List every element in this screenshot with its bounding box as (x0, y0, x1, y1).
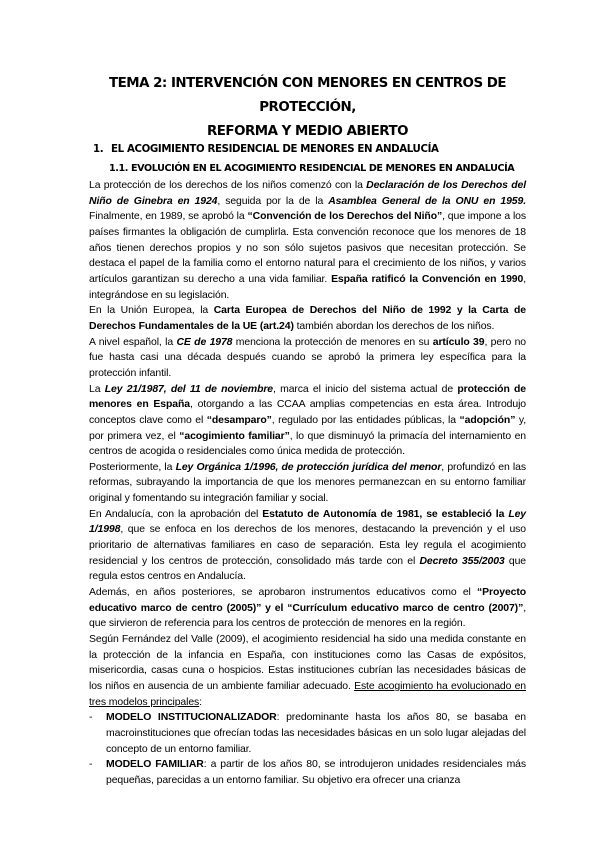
list-item (89, 757, 526, 788)
text-run: , seguida por la de la (217, 195, 329, 207)
text-run: “Proyecto educativo marco de centro (2005)” y el “Currículum educativo marco de centro (2007)” (89, 587, 526, 614)
document-page (89, 72, 527, 786)
text-run: “desamparo” (206, 414, 272, 426)
text-run: “adopción” (459, 414, 516, 426)
text-run: Ley 1/1998 (89, 508, 526, 536)
text-run: “Convención de los Derechos del Niño” (247, 211, 443, 223)
text-run: Además, en años posteriores, se aprobaron instrumentos educativos como el (89, 587, 478, 599)
text-run: Asamblea General de la ONU en 1959. (328, 195, 526, 207)
document-body (89, 178, 526, 789)
subsection-heading-1-1: 1.1. EVOLUCIÓN EN EL ACOGIMIENTO RESIDENCIAL DE MENORES EN ANDALUCÍA (109, 163, 515, 174)
text-run: : (199, 696, 202, 708)
text-run: , pero no fue hasta casi una década después cuando se aprobó la primera ley específica para la protección infantil. (89, 336, 526, 379)
text-run: Estatuto de Autonomía de 1981, se estableció la (262, 508, 509, 520)
text-run: , marca el inicio del sistema actual de (273, 383, 458, 395)
text-run: Carta Europea de Derechos del Niño de 1992 y la Carta de Derechos Fundamentales de la UE (art.24) (89, 305, 526, 332)
model-description: : predominante hasta los años 80, se basaba en macroinstituciones que ofrecían todas las necesidades básicas en un solo lugar alejadas del concepto de un entorno familiar. (106, 712, 526, 755)
paragraph (89, 178, 526, 303)
text-run: Finalmente, en 1989, se aprobó la (89, 211, 248, 223)
text-run: también abordan los derechos de los niños. (293, 320, 495, 332)
text-run: Ley 21/1987, del 11 de noviembre (104, 383, 274, 395)
text-run: España ratificó la Convención en 1990 (331, 273, 524, 285)
model-name: MODELO FAMILIAR (106, 759, 204, 771)
paragraph (89, 303, 526, 334)
text-run: , otorgando a las CCAA amplias competencias en esta área. Introdujo conceptos clave como el (89, 399, 526, 426)
text-run: La (89, 383, 105, 395)
model-description: : a partir de los años 80, se introdujeron unidades residenciales más pequeñas, parecidas a un entorno familiar. Su objetivo era ofrecer una crianza (106, 759, 526, 786)
text-run: Este acogimiento ha evolucionado en tres modelos principales (89, 681, 527, 708)
document-title (89, 72, 526, 144)
section-heading-text: EL ACOGIMIENTO RESIDENCIAL DE MENORES EN ANDALUCÍA (111, 144, 439, 155)
dash-bullet: - (89, 712, 93, 724)
text-run: Decreto 355/2003 (419, 555, 505, 567)
text-run: protección de menores en España (89, 383, 527, 411)
text-run: Declaración de los Derechos del Niño de Ginebra en 1924 (89, 180, 526, 207)
text-run: “acogimiento familiar” (179, 430, 290, 442)
text-run: Ley Orgánica 1/1996, de protección jurídica del menor (175, 461, 442, 473)
text-run: , que se enfoca en los derechos de los menores, destacando la prevención y el uso prioritario de alternativas familiares en caso de separación. Esta ley regula el acogimiento residencial y los centros de protección, consolidado más tarde con el (89, 524, 526, 567)
paragraph (89, 507, 526, 585)
dash-bullet: - (89, 759, 93, 771)
paragraph (89, 382, 526, 460)
paragraph (89, 632, 526, 710)
text-run: Posteriormente, la (89, 461, 176, 473)
text-run: Según Fernández del Valle (2009), el acogimiento residencial ha sido una medida constante en la protección de la infancia en España, con instituciones como las Casas de expósitos, misericordia, casas cuna o hospicios. Estas instituciones cubrían las necesidades básicas de los niños en ausencia de un ambiente familiar adecuado. (89, 634, 526, 692)
section-number: 1. (93, 144, 104, 155)
title-line-2: REFORMA Y MEDIO ABIERTO (206, 124, 409, 139)
paragraph (89, 335, 526, 382)
list-item (89, 710, 526, 757)
text-run: , que impone a los países firmantes la obligación de cumplirla. Esta convención reconoce que los menores de 18 años tienen derechos propios y no son sólo sujetos pasivos que necesitan protección. Se destaca el papel de la familia como el entorno natural para el crecimiento de los niños, y varios artículos garantizan su derecho a una vida familiar. (89, 211, 526, 285)
text-run: A nivel español, la (89, 336, 177, 348)
text-run: artículo 39 (432, 336, 485, 348)
model-name: MODELO INSTITUCIONALIZADOR (106, 712, 277, 724)
models-list (89, 710, 526, 788)
title-line-1: TEMA 2: INTERVENCIÓN CON MENORES EN CENTROS DE PROTECCIÓN, (108, 76, 507, 115)
text-run: , profundizó en las reformas, subrayando la importancia de que los menores permanezcan en su entorno familiar original y fomentando su integración familiar y social. (89, 461, 526, 505)
text-run: La protección de los derechos de los niños comenzó con la (89, 180, 367, 191)
text-run: menciona la protección de menores en su (232, 336, 433, 348)
text-run: y, por primera vez, el (89, 414, 527, 442)
text-run: En la Unión Europea, la (89, 305, 214, 317)
text-run: CE de 1978 (176, 336, 233, 348)
text-run: que regula estos centros en Andalucía. (89, 555, 527, 583)
section-heading-1 (93, 144, 439, 155)
text-run: , lo que disminuyó la primacía del internamiento en centros de acogida o residenciales como única medida de protección. (89, 430, 526, 458)
paragraph (89, 585, 526, 632)
text-run: , regulado por las entidades públicas, la (271, 414, 460, 426)
paragraph (89, 460, 526, 507)
text-run: , que sirvieron de referencia para los centros de protección de menores en la región. (89, 602, 526, 630)
text-run: En Andalucía, con la aprobación del (89, 508, 263, 520)
text-run: , integrándose en su legislación. (89, 273, 526, 301)
